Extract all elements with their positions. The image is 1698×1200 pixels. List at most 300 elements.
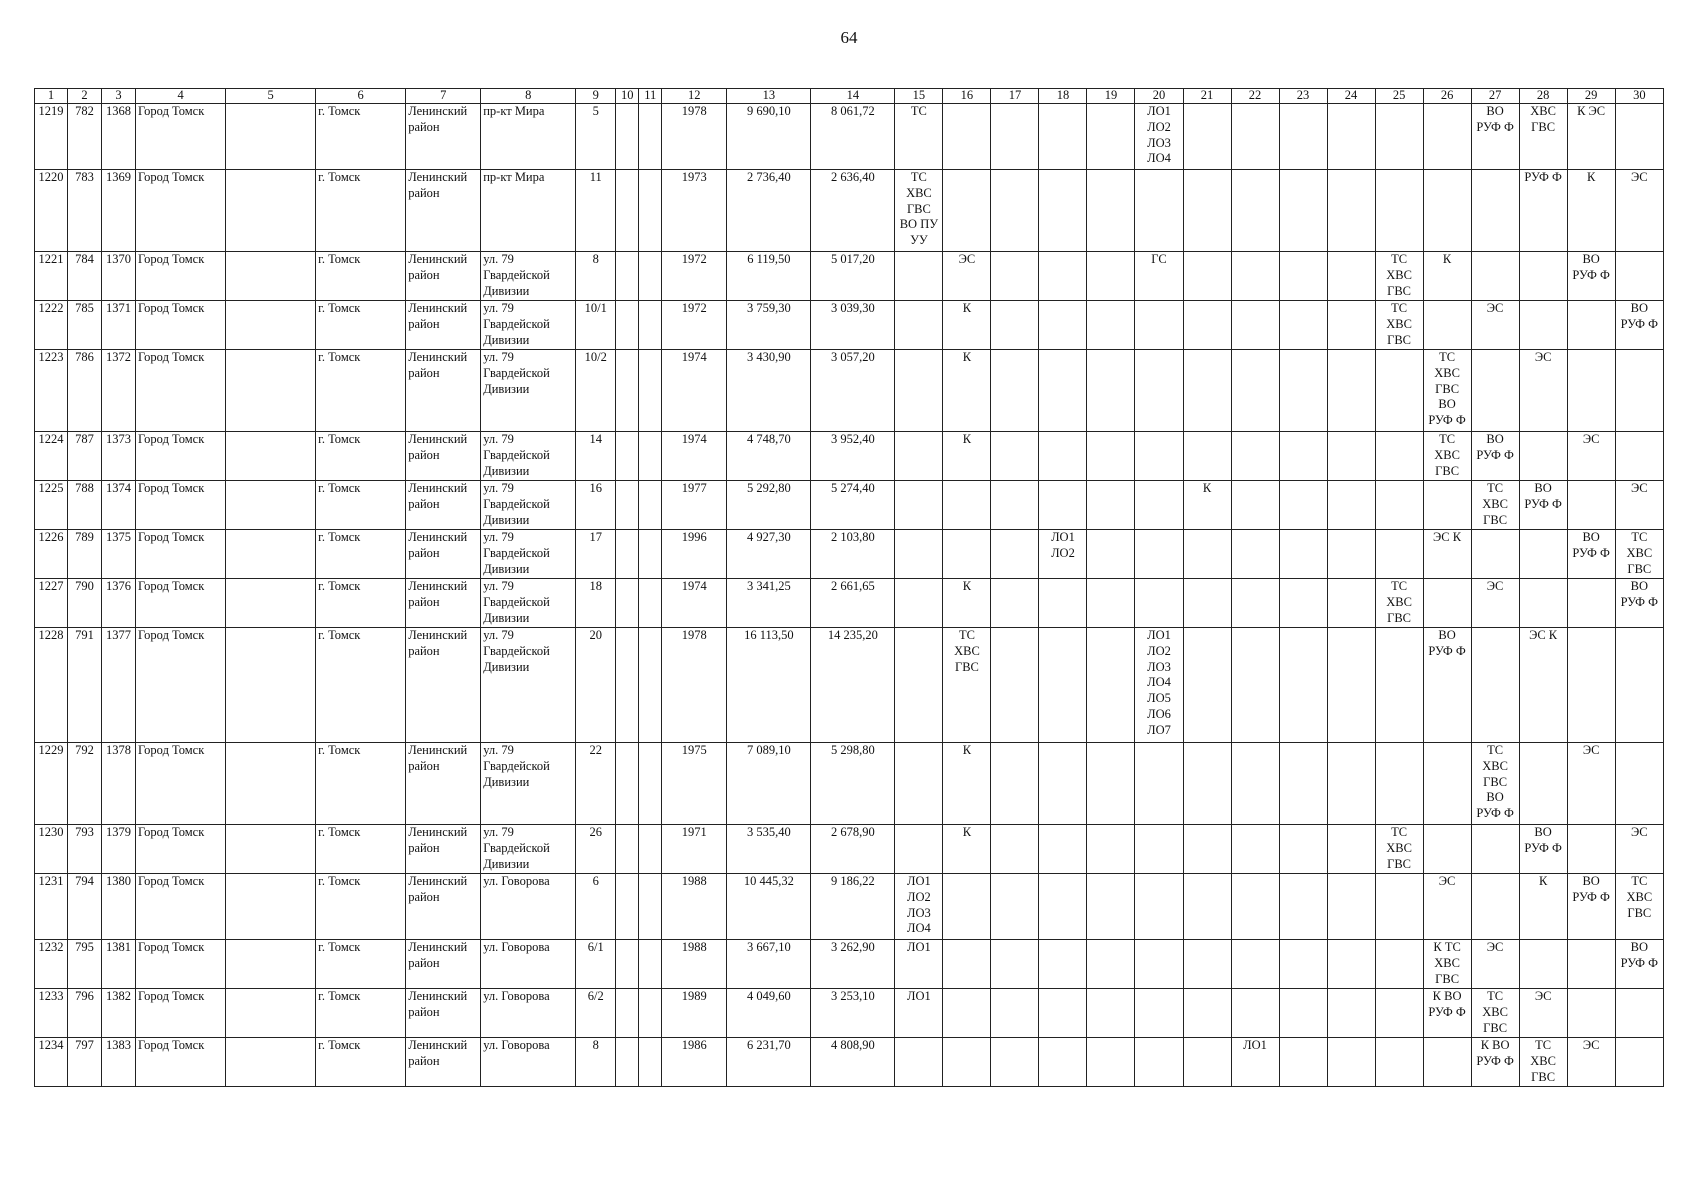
cell-col-13: 3 535,40 <box>727 825 811 874</box>
cell-col-4: Город Томск <box>136 579 226 628</box>
cell-col-10 <box>616 481 639 530</box>
cell-col-18 <box>1039 825 1087 874</box>
cell-col-2: 789 <box>68 530 102 579</box>
cell-col-16: К <box>943 432 991 481</box>
cell-col-13: 3 667,10 <box>727 940 811 989</box>
cell-col-1: 1228 <box>35 628 68 743</box>
cell-col-22 <box>1231 432 1279 481</box>
cell-col-1: 1219 <box>35 104 68 170</box>
cell-col-10 <box>616 579 639 628</box>
cell-col-18 <box>1039 104 1087 170</box>
cell-col-26 <box>1423 301 1471 350</box>
cell-col-5 <box>226 104 316 170</box>
cell-col-16: К <box>943 350 991 432</box>
cell-col-10 <box>616 874 639 940</box>
cell-col-27: ТС ХВС ГВС <box>1471 481 1519 530</box>
cell-col-8: ул. 79 Гвардейской Дивизии <box>481 252 576 301</box>
cell-col-12: 1988 <box>662 940 727 989</box>
cell-col-28: К <box>1519 874 1567 940</box>
cell-col-5 <box>226 252 316 301</box>
cell-col-12: 1978 <box>662 104 727 170</box>
cell-col-25 <box>1375 874 1423 940</box>
cell-col-22 <box>1231 825 1279 874</box>
cell-col-13: 9 690,10 <box>727 104 811 170</box>
cell-col-17 <box>991 940 1039 989</box>
cell-col-7: Ленинский район <box>406 989 481 1038</box>
cell-col-8: ул. 79 Гвардейской Дивизии <box>481 743 576 825</box>
cell-col-11 <box>639 432 662 481</box>
cell-col-5 <box>226 350 316 432</box>
cell-col-19 <box>1087 170 1135 252</box>
cell-col-18 <box>1039 252 1087 301</box>
cell-col-24 <box>1327 104 1375 170</box>
cell-col-18 <box>1039 301 1087 350</box>
cell-col-24 <box>1327 350 1375 432</box>
page-number: 64 <box>840 28 858 47</box>
cell-col-10 <box>616 170 639 252</box>
cell-col-26: К ТС ХВС ГВС <box>1423 940 1471 989</box>
cell-col-19 <box>1087 628 1135 743</box>
cell-col-3: 1381 <box>102 940 136 989</box>
cell-col-29: ВО РУФ Ф <box>1567 252 1615 301</box>
cell-col-9: 6/1 <box>576 940 616 989</box>
table-row <box>35 432 1664 481</box>
cell-col-14: 2 678,90 <box>811 825 895 874</box>
cell-col-3: 1368 <box>102 104 136 170</box>
cell-col-12: 1973 <box>662 170 727 252</box>
cell-col-23 <box>1279 628 1327 743</box>
column-header-29: 29 <box>1567 89 1615 104</box>
cell-col-17 <box>991 825 1039 874</box>
cell-col-18 <box>1039 350 1087 432</box>
cell-col-27: ВО РУФ Ф <box>1471 432 1519 481</box>
cell-col-10 <box>616 989 639 1038</box>
cell-col-17 <box>991 743 1039 825</box>
cell-col-19 <box>1087 989 1135 1038</box>
cell-col-9: 20 <box>576 628 616 743</box>
cell-col-29: К ЭС <box>1567 104 1615 170</box>
cell-col-1: 1229 <box>35 743 68 825</box>
cell-col-24 <box>1327 743 1375 825</box>
cell-col-3: 1382 <box>102 989 136 1038</box>
cell-col-3: 1377 <box>102 628 136 743</box>
cell-col-17 <box>991 579 1039 628</box>
cell-col-1: 1224 <box>35 432 68 481</box>
cell-col-29 <box>1567 579 1615 628</box>
cell-col-8: ул. 79 Гвардейской Дивизии <box>481 825 576 874</box>
cell-col-22 <box>1231 481 1279 530</box>
cell-col-24 <box>1327 432 1375 481</box>
cell-col-29 <box>1567 350 1615 432</box>
cell-col-21 <box>1183 579 1231 628</box>
cell-col-26: ВО РУФ Ф <box>1423 628 1471 743</box>
cell-col-4: Город Томск <box>136 170 226 252</box>
cell-col-7: Ленинский район <box>406 530 481 579</box>
cell-col-28: ЭС К <box>1519 628 1567 743</box>
cell-col-21 <box>1183 874 1231 940</box>
cell-col-9: 10/2 <box>576 350 616 432</box>
cell-col-6: г. Томск <box>316 350 406 432</box>
cell-col-16 <box>943 989 991 1038</box>
cell-col-22 <box>1231 301 1279 350</box>
cell-col-10 <box>616 1038 639 1087</box>
cell-col-22 <box>1231 940 1279 989</box>
cell-col-14: 5 298,80 <box>811 743 895 825</box>
cell-col-2: 794 <box>68 874 102 940</box>
cell-col-25 <box>1375 170 1423 252</box>
cell-col-25 <box>1375 104 1423 170</box>
cell-col-9: 8 <box>576 252 616 301</box>
cell-col-4: Город Томск <box>136 104 226 170</box>
cell-col-12: 1977 <box>662 481 727 530</box>
cell-col-17 <box>991 874 1039 940</box>
cell-col-26 <box>1423 104 1471 170</box>
cell-col-9: 8 <box>576 1038 616 1087</box>
cell-col-29: К <box>1567 170 1615 252</box>
cell-col-24 <box>1327 825 1375 874</box>
cell-col-1: 1227 <box>35 579 68 628</box>
cell-col-8: ул. Говорова <box>481 874 576 940</box>
cell-col-13: 2 736,40 <box>727 170 811 252</box>
cell-col-13: 3 341,25 <box>727 579 811 628</box>
cell-col-21 <box>1183 252 1231 301</box>
cell-col-14: 3 253,10 <box>811 989 895 1038</box>
cell-col-23 <box>1279 252 1327 301</box>
cell-col-15 <box>895 579 943 628</box>
cell-col-23 <box>1279 481 1327 530</box>
cell-col-26 <box>1423 825 1471 874</box>
cell-col-12: 1978 <box>662 628 727 743</box>
header-row <box>35 89 1664 104</box>
cell-col-27 <box>1471 530 1519 579</box>
cell-col-2: 786 <box>68 350 102 432</box>
cell-col-9: 22 <box>576 743 616 825</box>
cell-col-25 <box>1375 1038 1423 1087</box>
cell-col-23 <box>1279 1038 1327 1087</box>
cell-col-5 <box>226 940 316 989</box>
cell-col-4: Город Томск <box>136 989 226 1038</box>
cell-col-12: 1972 <box>662 301 727 350</box>
cell-col-3: 1370 <box>102 252 136 301</box>
cell-col-27 <box>1471 170 1519 252</box>
cell-col-29 <box>1567 481 1615 530</box>
cell-col-15 <box>895 432 943 481</box>
cell-col-12: 1974 <box>662 432 727 481</box>
cell-col-11 <box>639 481 662 530</box>
cell-col-14: 5 274,40 <box>811 481 895 530</box>
cell-col-21 <box>1183 350 1231 432</box>
cell-col-26 <box>1423 579 1471 628</box>
cell-col-4: Город Томск <box>136 530 226 579</box>
cell-col-21 <box>1183 940 1231 989</box>
column-header-10: 10 <box>616 89 639 104</box>
table-row <box>35 481 1664 530</box>
cell-col-6: г. Томск <box>316 743 406 825</box>
cell-col-28 <box>1519 530 1567 579</box>
cell-col-23 <box>1279 432 1327 481</box>
cell-col-26: ТС ХВС ГВС ВО РУФ Ф <box>1423 350 1471 432</box>
cell-col-18 <box>1039 170 1087 252</box>
cell-col-16 <box>943 530 991 579</box>
cell-col-26: ЭС <box>1423 874 1471 940</box>
cell-col-21 <box>1183 743 1231 825</box>
table-row <box>35 874 1664 940</box>
cell-col-28 <box>1519 579 1567 628</box>
column-header-7: 7 <box>406 89 481 104</box>
cell-col-4: Город Томск <box>136 825 226 874</box>
cell-col-22 <box>1231 743 1279 825</box>
cell-col-14: 3 952,40 <box>811 432 895 481</box>
cell-col-20: ЛО1 ЛО2 ЛО3 ЛО4 ЛО5 ЛО6 ЛО7 <box>1135 628 1183 743</box>
cell-col-8: ул. 79 Гвардейской Дивизии <box>481 350 576 432</box>
cell-col-6: г. Томск <box>316 432 406 481</box>
cell-col-25 <box>1375 481 1423 530</box>
cell-col-21 <box>1183 530 1231 579</box>
table-row <box>35 989 1664 1038</box>
cell-col-29 <box>1567 989 1615 1038</box>
cell-col-6: г. Томск <box>316 252 406 301</box>
cell-col-2: 787 <box>68 432 102 481</box>
cell-col-13: 3 430,90 <box>727 350 811 432</box>
cell-col-2: 791 <box>68 628 102 743</box>
cell-col-25 <box>1375 989 1423 1038</box>
column-header-11: 11 <box>639 89 662 104</box>
column-header-24: 24 <box>1327 89 1375 104</box>
cell-col-3: 1376 <box>102 579 136 628</box>
table-row <box>35 170 1664 252</box>
cell-col-18 <box>1039 989 1087 1038</box>
cell-col-6: г. Томск <box>316 530 406 579</box>
cell-col-11 <box>639 825 662 874</box>
cell-col-15 <box>895 301 943 350</box>
cell-col-7: Ленинский район <box>406 825 481 874</box>
cell-col-29 <box>1567 825 1615 874</box>
cell-col-16 <box>943 104 991 170</box>
cell-col-5 <box>226 1038 316 1087</box>
cell-col-30 <box>1615 350 1663 432</box>
cell-col-10 <box>616 743 639 825</box>
cell-col-10 <box>616 432 639 481</box>
cell-col-13: 4 927,30 <box>727 530 811 579</box>
cell-col-7: Ленинский район <box>406 432 481 481</box>
cell-col-25 <box>1375 940 1423 989</box>
cell-col-2: 792 <box>68 743 102 825</box>
cell-col-21 <box>1183 1038 1231 1087</box>
cell-col-9: 14 <box>576 432 616 481</box>
cell-col-7: Ленинский район <box>406 481 481 530</box>
cell-col-17 <box>991 1038 1039 1087</box>
cell-col-21 <box>1183 825 1231 874</box>
cell-col-2: 788 <box>68 481 102 530</box>
cell-col-16: К <box>943 825 991 874</box>
cell-col-7: Ленинский район <box>406 301 481 350</box>
cell-col-30: ЭС <box>1615 825 1663 874</box>
table-row <box>35 743 1664 825</box>
cell-col-6: г. Томск <box>316 481 406 530</box>
cell-col-1: 1234 <box>35 1038 68 1087</box>
column-header-5: 5 <box>226 89 316 104</box>
cell-col-26 <box>1423 481 1471 530</box>
cell-col-10 <box>616 940 639 989</box>
cell-col-20 <box>1135 350 1183 432</box>
cell-col-9: 5 <box>576 104 616 170</box>
cell-col-14: 4 808,90 <box>811 1038 895 1087</box>
cell-col-23 <box>1279 825 1327 874</box>
cell-col-27 <box>1471 874 1519 940</box>
cell-col-29: ЭС <box>1567 743 1615 825</box>
cell-col-15 <box>895 1038 943 1087</box>
cell-col-15 <box>895 743 943 825</box>
cell-col-26: ЭС К <box>1423 530 1471 579</box>
cell-col-15 <box>895 481 943 530</box>
cell-col-26: ТС ХВС ГВС <box>1423 432 1471 481</box>
cell-col-12: 1972 <box>662 252 727 301</box>
cell-col-20 <box>1135 825 1183 874</box>
cell-col-5 <box>226 989 316 1038</box>
cell-col-15 <box>895 350 943 432</box>
column-header-16: 16 <box>943 89 991 104</box>
cell-col-9: 17 <box>576 530 616 579</box>
cell-col-4: Город Томск <box>136 1038 226 1087</box>
cell-col-7: Ленинский район <box>406 874 481 940</box>
cell-col-20 <box>1135 874 1183 940</box>
cell-col-11 <box>639 743 662 825</box>
cell-col-17 <box>991 989 1039 1038</box>
cell-col-30: ЭС <box>1615 481 1663 530</box>
cell-col-13: 16 113,50 <box>727 628 811 743</box>
cell-col-25 <box>1375 350 1423 432</box>
cell-col-12: 1996 <box>662 530 727 579</box>
column-header-30: 30 <box>1615 89 1663 104</box>
cell-col-18 <box>1039 874 1087 940</box>
cell-col-29: ВО РУФ Ф <box>1567 874 1615 940</box>
cell-col-27 <box>1471 825 1519 874</box>
column-header-26: 26 <box>1423 89 1471 104</box>
cell-col-2: 797 <box>68 1038 102 1087</box>
cell-col-21 <box>1183 104 1231 170</box>
cell-col-30: ЭС <box>1615 170 1663 252</box>
column-header-28: 28 <box>1519 89 1567 104</box>
cell-col-12: 1975 <box>662 743 727 825</box>
cell-col-2: 782 <box>68 104 102 170</box>
cell-col-25: ТС ХВС ГВС <box>1375 579 1423 628</box>
column-header-20: 20 <box>1135 89 1183 104</box>
cell-col-1: 1225 <box>35 481 68 530</box>
cell-col-9: 26 <box>576 825 616 874</box>
cell-col-3: 1380 <box>102 874 136 940</box>
cell-col-4: Город Томск <box>136 628 226 743</box>
table-row <box>35 579 1664 628</box>
cell-col-14: 8 061,72 <box>811 104 895 170</box>
cell-col-8: пр-кт Мира <box>481 170 576 252</box>
cell-col-16 <box>943 481 991 530</box>
cell-col-2: 795 <box>68 940 102 989</box>
column-header-13: 13 <box>727 89 811 104</box>
cell-col-11 <box>639 170 662 252</box>
table-body <box>35 104 1664 1087</box>
cell-col-29 <box>1567 301 1615 350</box>
cell-col-8: ул. 79 Гвардейской Дивизии <box>481 530 576 579</box>
cell-col-19 <box>1087 104 1135 170</box>
column-header-9: 9 <box>576 89 616 104</box>
cell-col-23 <box>1279 874 1327 940</box>
cell-col-8: пр-кт Мира <box>481 104 576 170</box>
cell-col-19 <box>1087 530 1135 579</box>
cell-col-5 <box>226 170 316 252</box>
cell-col-26 <box>1423 743 1471 825</box>
column-header-4: 4 <box>136 89 226 104</box>
cell-col-15 <box>895 628 943 743</box>
table-row <box>35 940 1664 989</box>
column-header-25: 25 <box>1375 89 1423 104</box>
cell-col-16: К <box>943 301 991 350</box>
cell-col-19 <box>1087 743 1135 825</box>
cell-col-30 <box>1615 432 1663 481</box>
cell-col-14: 3 262,90 <box>811 940 895 989</box>
cell-col-7: Ленинский район <box>406 940 481 989</box>
cell-col-20 <box>1135 579 1183 628</box>
cell-col-24 <box>1327 874 1375 940</box>
cell-col-29: ЭС <box>1567 432 1615 481</box>
cell-col-4: Город Томск <box>136 874 226 940</box>
cell-col-10 <box>616 825 639 874</box>
cell-col-9: 18 <box>576 579 616 628</box>
column-header-19: 19 <box>1087 89 1135 104</box>
cell-col-20 <box>1135 1038 1183 1087</box>
cell-col-17 <box>991 530 1039 579</box>
cell-col-11 <box>639 350 662 432</box>
cell-col-14: 3 039,30 <box>811 301 895 350</box>
cell-col-27 <box>1471 628 1519 743</box>
cell-col-18 <box>1039 432 1087 481</box>
cell-col-30: ВО РУФ Ф <box>1615 301 1663 350</box>
cell-col-9: 11 <box>576 170 616 252</box>
cell-col-2: 785 <box>68 301 102 350</box>
cell-col-22: ЛО1 <box>1231 1038 1279 1087</box>
cell-col-17 <box>991 432 1039 481</box>
cell-col-24 <box>1327 940 1375 989</box>
cell-col-4: Город Томск <box>136 481 226 530</box>
cell-col-17 <box>991 170 1039 252</box>
cell-col-5 <box>226 530 316 579</box>
cell-col-2: 796 <box>68 989 102 1038</box>
cell-col-2: 790 <box>68 579 102 628</box>
cell-col-23 <box>1279 301 1327 350</box>
cell-col-27 <box>1471 350 1519 432</box>
cell-col-28: ТС ХВС ГВС <box>1519 1038 1567 1087</box>
cell-col-12: 1986 <box>662 1038 727 1087</box>
cell-col-15: ЛО1 ЛО2 ЛО3 ЛО4 <box>895 874 943 940</box>
cell-col-1: 1221 <box>35 252 68 301</box>
cell-col-16 <box>943 1038 991 1087</box>
cell-col-28 <box>1519 940 1567 989</box>
cell-col-22 <box>1231 874 1279 940</box>
cell-col-19 <box>1087 940 1135 989</box>
column-header-8: 8 <box>481 89 576 104</box>
cell-col-16: ТС ХВС ГВС <box>943 628 991 743</box>
cell-col-30: ВО РУФ Ф <box>1615 579 1663 628</box>
cell-col-5 <box>226 481 316 530</box>
cell-col-15: ЛО1 <box>895 989 943 1038</box>
cell-col-10 <box>616 301 639 350</box>
cell-col-14: 14 235,20 <box>811 628 895 743</box>
cell-col-2: 783 <box>68 170 102 252</box>
cell-col-24 <box>1327 1038 1375 1087</box>
cell-col-9: 6/2 <box>576 989 616 1038</box>
cell-col-15: ЛО1 <box>895 940 943 989</box>
cell-col-10 <box>616 628 639 743</box>
table-row <box>35 825 1664 874</box>
